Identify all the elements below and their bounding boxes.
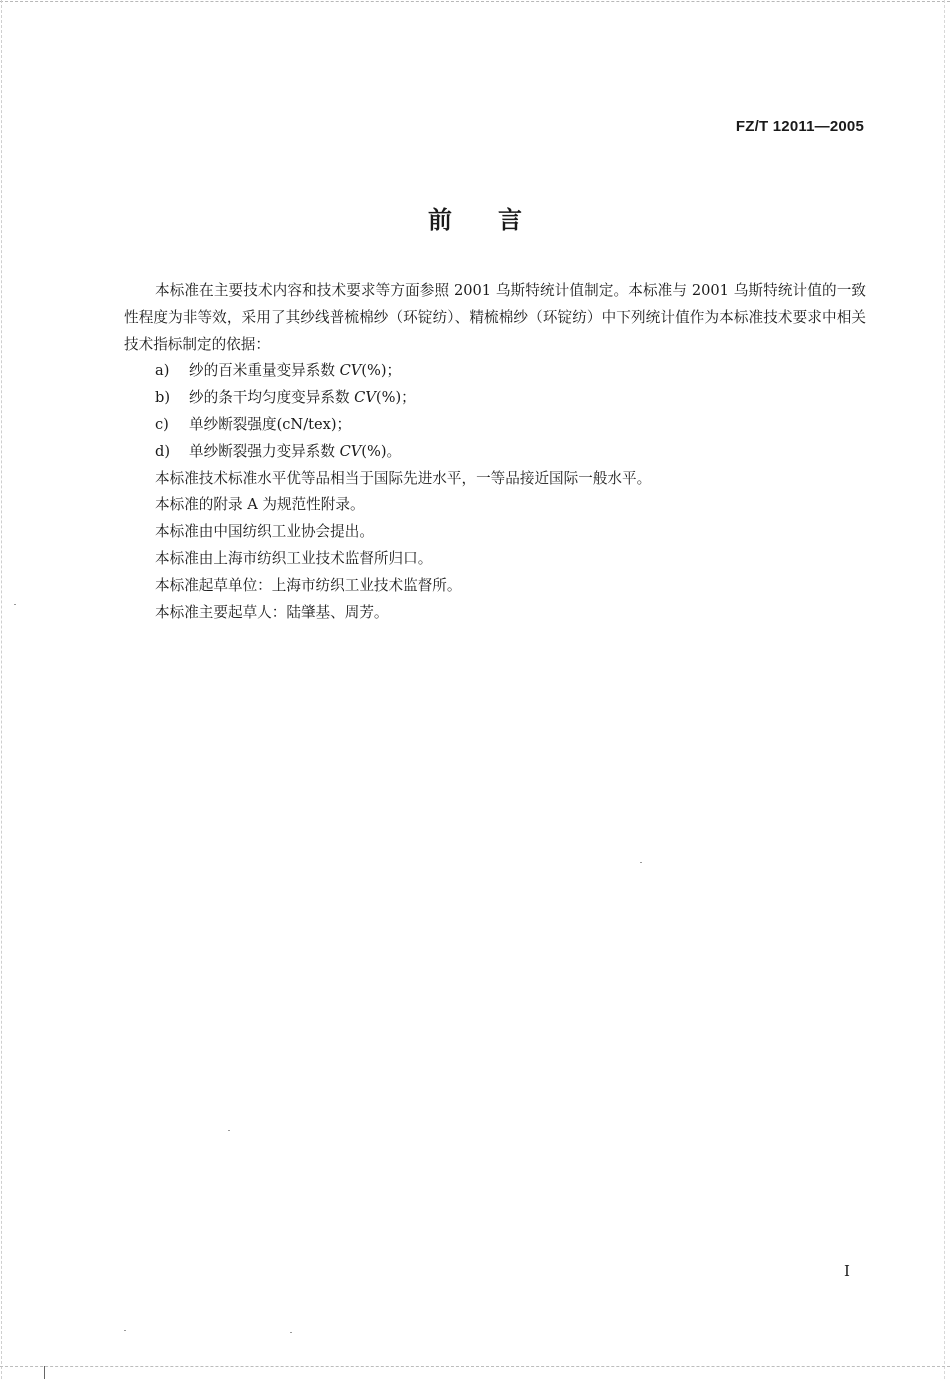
list-item-b [124,385,866,412]
scan-tick-mark [44,1366,45,1379]
list-marker: c) [155,415,169,433]
list-item-text: 纱的条干均匀度变异系数 [189,389,355,407]
list-item-a [124,358,866,385]
list-item-text: 单纱断裂强力变异系数 [189,442,340,460]
page-title: 前言 [428,206,568,234]
paragraph-drafting-unit: 本标准起草单位：上海市纺织工业技术监督所。 [155,576,462,594]
paragraph-centralized-by: 本标准由上海市纺织工业技术监督所归口。 [155,549,433,567]
scan-speck [290,1332,292,1333]
list-marker: b) [155,389,171,407]
list-item-text: 单纱断裂强度(cN/tex)； [189,415,352,433]
scan-edge-bottom [0,1366,950,1367]
scan-speck [14,604,16,605]
standard-code: FZ/T 12011—2005 [735,118,864,135]
page-number: I [844,1262,850,1280]
list-item-suffix: (%)； [375,389,416,407]
list-item-d [124,439,866,466]
paragraph-proposed-by: 本标准由中国纺织工业协会提出。 [155,523,374,541]
paragraph-appendix: 本标准的附录 A 为规范性附录。 [155,496,365,514]
paragraph-drafters: 本标准主要起草人：陆肇基、周芳。 [155,603,389,621]
list-marker: d) [155,442,171,460]
list-item-suffix: (%)。 [361,442,402,460]
foreword-body [124,278,866,626]
list-marker: a) [155,362,170,380]
list-item-suffix: (%)； [361,362,402,380]
intro-paragraph: 本标准在主要技术内容和技术要求等方面参照 2001 乌斯特统计值制定。本标准与 2001 乌斯特统计值的一致性程度为非等效，采用了其纱线普梳棉纱（环锭纺）、精梳棉纱（环锭纺）中下列统计值作为本标准技术要求中相关技术指标制定的依据： [124,282,866,353]
scan-speck [124,1330,126,1331]
scan-speck [228,1130,230,1131]
list-item-text: 纱的百米重量变异系数 [189,362,340,380]
scan-speck [640,862,642,863]
cv-symbol: CV [339,442,362,460]
paragraph-quality-level: 本标准技术标准水平优等品相当于国际先进水平，一等品接近国际一般水平。 [155,469,652,487]
cv-symbol: CV [339,362,362,380]
cv-symbol: CV [354,389,376,407]
scan-edge-top [0,1,950,2]
list-item-c [124,412,866,439]
